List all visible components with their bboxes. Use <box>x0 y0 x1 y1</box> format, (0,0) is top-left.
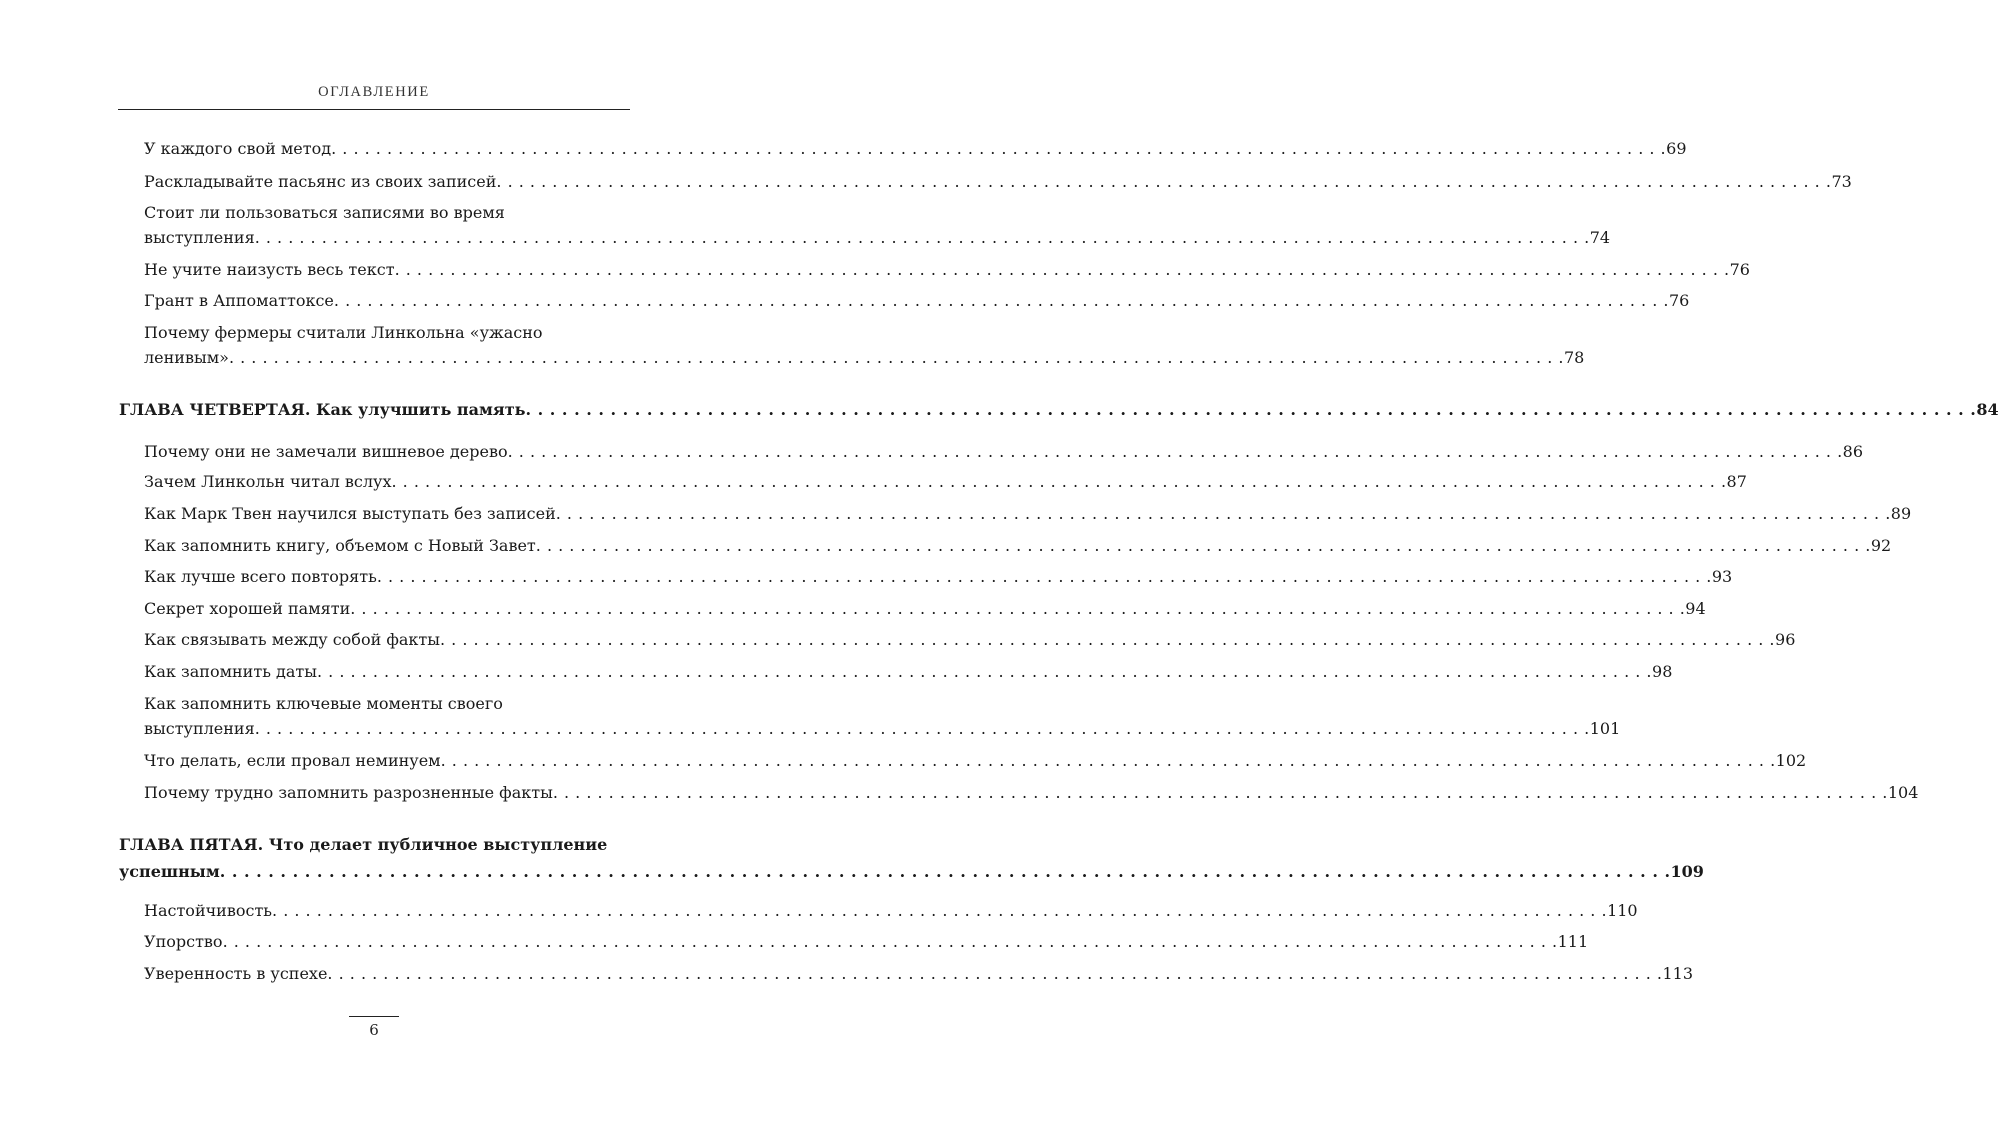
leader-dots: . . . . . . . . . . . . . . . . . . . . . . . . . . . . . . . . . . . . . . . . . . . . . . . . . . . . . . . . . . . . . . . . . . . . . . . . . . . . . . . . . . . . . . . . . . . . . . . . . . . . . . . . . . . . . . . . . . . . . . . . <box>254 228 1590 247</box>
toc-entry-title: У каждого свой метод <box>144 139 332 158</box>
toc-entry[interactable] <box>144 534 1892 558</box>
toc-entry-page: 94 <box>1685 599 1706 618</box>
toc-entry-title: Почему они не замечали вишневое дерево <box>144 442 508 461</box>
toc-entry-title-line1: Стоит ли пользоваться записями во время <box>144 203 505 222</box>
toc-entry-title: ленивым» <box>144 348 229 367</box>
toc-entry[interactable] <box>144 781 1919 805</box>
toc-entry[interactable] <box>144 137 1687 161</box>
toc-entry[interactable] <box>144 226 1611 250</box>
toc-entry-page: 69 <box>1666 139 1687 158</box>
toc-entry-page: 93 <box>1711 567 1733 586</box>
toc-entry[interactable] <box>144 899 1638 923</box>
toc-entry-page: 76 <box>1668 291 1690 310</box>
toc-entry-title: Грант в Аппоматтоксе <box>144 291 334 310</box>
toc-entry-title: выступления <box>144 719 255 738</box>
toc-entry[interactable] <box>144 749 1807 773</box>
toc-entry[interactable] <box>144 628 1796 652</box>
toc-entry-page: 104 <box>1887 783 1919 802</box>
leader-dots: . . . . . . . . . . . . . . . . . . . . . . . . . . . . . . . . . . . . . . . . . . . . . . . . . . . . . . . . . . . . . . . . . . . . . . . . . . . . . . . . . . . . . . . . . . . . . . . . . . . . . . . . . . . . . . . . . . . . . . . . <box>440 751 1776 770</box>
toc-entry[interactable] <box>144 962 1694 986</box>
toc-entry-title: Не учите наизусть весь текст <box>144 260 395 279</box>
toc-entry-title: Что делать, если провал неминуем <box>144 751 441 770</box>
leader-dots: . . . . . . . . . . . . . . . . . . . . . . . . . . . . . . . . . . . . . . . . . . . . . . . . . . . . . . . . . . . . . . . . . . . . . . . . . . . . . . . . . . . . . . . . . . . . . . . . . . . . . . . . . . . . . . . . . . . . . . . . <box>535 536 1871 555</box>
toc-entry[interactable] <box>144 440 1864 464</box>
toc-entry-title: Настойчивость <box>144 901 273 920</box>
leader-dots: . . . . . . . . . . . . . . . . . . . . . . . . . . . . . . . . . . . . . . . . . . . . . . . . . . . . . . . . . . . . . . . . . . . . . . . . . . . . . . . . . . . . . . . . . . . . . . . . . . . . . . . . . . . . . . . . . . . . . . . . <box>219 862 1671 881</box>
toc-entry-page: 96 <box>1775 630 1796 649</box>
chapter-heading[interactable] <box>119 860 1704 884</box>
toc-entry-page: 87 <box>1726 472 1747 491</box>
toc-entry[interactable] <box>144 502 1912 526</box>
toc-entry-page: 73 <box>1831 172 1852 191</box>
leader-dots: . . . . . . . . . . . . . . . . . . . . . . . . . . . . . . . . . . . . . . . . . . . . . . . . . . . . . . . . . . . . . . . . . . . . . . . . . . . . . . . . . . . . . . . . . . . . . . . . . . . . . . . . . . . . . . . . . . . . . . . . <box>496 172 1832 191</box>
toc-entry-title: Упорство <box>144 932 223 951</box>
toc-entry-title: Уверенность в успехе <box>144 964 328 983</box>
running-header: ОГЛАВЛЕНИЕ <box>318 84 430 100</box>
toc-entry-title: Как лучше всего повторять <box>144 567 377 586</box>
toc-entry-title: выступления <box>144 228 255 247</box>
toc-entry[interactable] <box>144 565 1733 589</box>
leader-dots: . . . . . . . . . . . . . . . . . . . . . . . . . . . . . . . . . . . . . . . . . . . . . . . . . . . . . . . . . . . . . . . . . . . . . . . . . . . . . . . . . . . . . . . . . . . . . . . . . . . . . . . . . . . . . . . . . . . . . . . . <box>439 630 1776 649</box>
leader-dots: . . . . . . . . . . . . . . . . . . . . . . . . . . . . . . . . . . . . . . . . . . . . . . . . . . . . . . . . . . . . . . . . . . . . . . . . . . . . . . . . . . . . . . . . . . . . . . . . . . . . . . . . . . . . . . . . . . . . . . . . <box>316 662 1653 681</box>
chapter-title: успешным <box>119 862 220 881</box>
leader-dots: . . . . . . . . . . . . . . . . . . . . . . . . . . . . . . . . . . . . . . . . . . . . . . . . . . . . . . . . . . . . . . . . . . . . . . . . . . . . . . . . . . . . . . . . . . . . . . . . . . . . . . . . . . . . . . . . . . . . . . . . <box>376 567 1712 586</box>
leader-dots: . . . . . . . . . . . . . . . . . . . . . . . . . . . . . . . . . . . . . . . . . . . . . . . . . . . . . . . . . . . . . . . . . . . . . . . . . . . . . . . . . . . . . . . . . . . . . . . . . . . . . . . . . . . . . . . . . . . . . . . . <box>272 901 1608 920</box>
leader-dots: . . . . . . . . . . . . . . . . . . . . . . . . . . . . . . . . . . . . . . . . . . . . . . . . . . . . . . . . . . . . . . . . . . . . . . . . . . . . . . . . . . . . . . . . . . . . . . . . . . . . . . . . . . . . . . . . . . . . . . . . <box>228 348 1564 367</box>
toc-entry-title: Как связывать между собой факты <box>144 630 440 649</box>
leader-dots: . . . . . . . . . . . . . . . . . . . . . . . . . . . . . . . . . . . . . . . . . . . . . . . . . . . . . . . . . . . . . . . . . . . . . . . . . . . . . . . . . . . . . . . . . . . . . . . . . . . . . . . . . . . . . . . . . . . . . . . . <box>327 964 1663 983</box>
chapter-title-line1: ГЛАВА ПЯТАЯ. Что делает публичное выступление <box>119 835 608 854</box>
header-rule <box>118 109 630 110</box>
toc-entry[interactable] <box>144 346 1585 370</box>
toc-entry[interactable] <box>144 289 1690 313</box>
toc-entry-page: 76 <box>1729 260 1750 279</box>
leader-dots: . . . . . . . . . . . . . . . . . . . . . . . . . . . . . . . . . . . . . . . . . . . . . . . . . . . . . . . . . . . . . . . . . . . . . . . . . . . . . . . . . . . . . . . . . . . . . . . . . . . . . . . . . . . . . . . . . . . . . . . . <box>350 599 1686 618</box>
toc-entry-title: Секрет хорошей памяти <box>144 599 351 618</box>
toc-entry-page: 86 <box>1842 442 1864 461</box>
toc-entry[interactable] <box>144 258 1750 282</box>
toc-entry[interactable] <box>144 660 1673 684</box>
toc-entry[interactable] <box>144 930 1589 954</box>
leader-dots: . . . . . . . . . . . . . . . . . . . . . . . . . . . . . . . . . . . . . . . . . . . . . . . . . . . . . . . . . . . . . . . . . . . . . . . . . . . . . . . . . . . . . . . . . . . . . . . . . . . . . . . . . . . . . . . . . . . . . . . . <box>333 291 1669 310</box>
toc-entry[interactable] <box>144 717 1621 741</box>
leader-dots: . . . . . . . . . . . . . . . . . . . . . . . . . . . . . . . . . . . . . . . . . . . . . . . . . . . . . . . . . . . . . . . . . . . . . . . . . . . . . . . . . . . . . . . . . . . . . . . . . . . . . . . . . . . . . . . . . . . . . . . . <box>525 400 1977 419</box>
toc-entry-title: Почему трудно запомнить разрозненные факты <box>144 783 553 802</box>
toc-entry-title: Зачем Линкольн читал вслух <box>144 472 392 491</box>
leader-dots: . . . . . . . . . . . . . . . . . . . . . . . . . . . . . . . . . . . . . . . . . . . . . . . . . . . . . . . . . . . . . . . . . . . . . . . . . . . . . . . . . . . . . . . . . . . . . . . . . . . . . . . . . . . . . . . . . . . . . . . . <box>391 472 1727 491</box>
toc-entry-page: 111 <box>1557 932 1589 951</box>
leader-dots: . . . . . . . . . . . . . . . . . . . . . . . . . . . . . . . . . . . . . . . . . . . . . . . . . . . . . . . . . . . . . . . . . . . . . . . . . . . . . . . . . . . . . . . . . . . . . . . . . . . . . . . . . . . . . . . . . . . . . . . . <box>555 504 1891 523</box>
leader-dots: . . . . . . . . . . . . . . . . . . . . . . . . . . . . . . . . . . . . . . . . . . . . . . . . . . . . . . . . . . . . . . . . . . . . . . . . . . . . . . . . . . . . . . . . . . . . . . . . . . . . . . . . . . . . . . . . . . . . . . . . <box>552 783 1888 802</box>
toc-entry-page: 89 <box>1890 504 1912 523</box>
toc-entry-page: 92 <box>1870 536 1892 555</box>
page-number: 6 <box>369 1021 379 1039</box>
toc-entry-title: Как запомнить книгу, объемом с Новый Завет <box>144 536 536 555</box>
leader-dots: . . . . . . . . . . . . . . . . . . . . . . . . . . . . . . . . . . . . . . . . . . . . . . . . . . . . . . . . . . . . . . . . . . . . . . . . . . . . . . . . . . . . . . . . . . . . . . . . . . . . . . . . . . . . . . . . . . . . . . . . <box>222 932 1558 951</box>
toc-entry-title: Раскладывайте пасьянс из своих записей <box>144 172 497 191</box>
toc-entry-title-line1: Как запомнить ключевые моменты своего <box>144 694 503 713</box>
footer-rule <box>349 1016 399 1017</box>
chapter-page: 109 <box>1670 862 1704 881</box>
chapter-page: 84 <box>1976 400 1999 419</box>
toc-entry-page: 78 <box>1563 348 1585 367</box>
toc-entry-title-line1: Почему фермеры считали Линкольна «ужасно <box>144 323 543 342</box>
toc-entry-page: 98 <box>1652 662 1673 681</box>
toc-entry[interactable] <box>144 170 1852 194</box>
toc-entry-title: Как Марк Твен научился выступать без записей <box>144 504 556 523</box>
leader-dots: . . . . . . . . . . . . . . . . . . . . . . . . . . . . . . . . . . . . . . . . . . . . . . . . . . . . . . . . . . . . . . . . . . . . . . . . . . . . . . . . . . . . . . . . . . . . . . . . . . . . . . . . . . . . . . . . . . . . . . . . <box>331 139 1667 158</box>
toc-entry-page: 110 <box>1607 901 1638 920</box>
toc-entry-title: Как запомнить даты <box>144 662 317 681</box>
chapter-title: ГЛАВА ЧЕТВЕРТАЯ. Как улучшить память <box>119 400 526 419</box>
chapter-heading[interactable] <box>119 398 1999 422</box>
toc-entry-page: 113 <box>1662 964 1694 983</box>
toc-entry-page: 102 <box>1775 751 1807 770</box>
toc-entry-page: 74 <box>1589 228 1611 247</box>
leader-dots: . . . . . . . . . . . . . . . . . . . . . . . . . . . . . . . . . . . . . . . . . . . . . . . . . . . . . . . . . . . . . . . . . . . . . . . . . . . . . . . . . . . . . . . . . . . . . . . . . . . . . . . . . . . . . . . . . . . . . . . . <box>507 442 1843 461</box>
leader-dots: . . . . . . . . . . . . . . . . . . . . . . . . . . . . . . . . . . . . . . . . . . . . . . . . . . . . . . . . . . . . . . . . . . . . . . . . . . . . . . . . . . . . . . . . . . . . . . . . . . . . . . . . . . . . . . . . . . . . . . . . <box>254 719 1590 738</box>
leader-dots: . . . . . . . . . . . . . . . . . . . . . . . . . . . . . . . . . . . . . . . . . . . . . . . . . . . . . . . . . . . . . . . . . . . . . . . . . . . . . . . . . . . . . . . . . . . . . . . . . . . . . . . . . . . . . . . . . . . . . . . . <box>394 260 1730 279</box>
toc-entry[interactable] <box>144 470 1747 494</box>
toc-entry-page: 101 <box>1589 719 1621 738</box>
toc-entry[interactable] <box>144 597 1706 621</box>
